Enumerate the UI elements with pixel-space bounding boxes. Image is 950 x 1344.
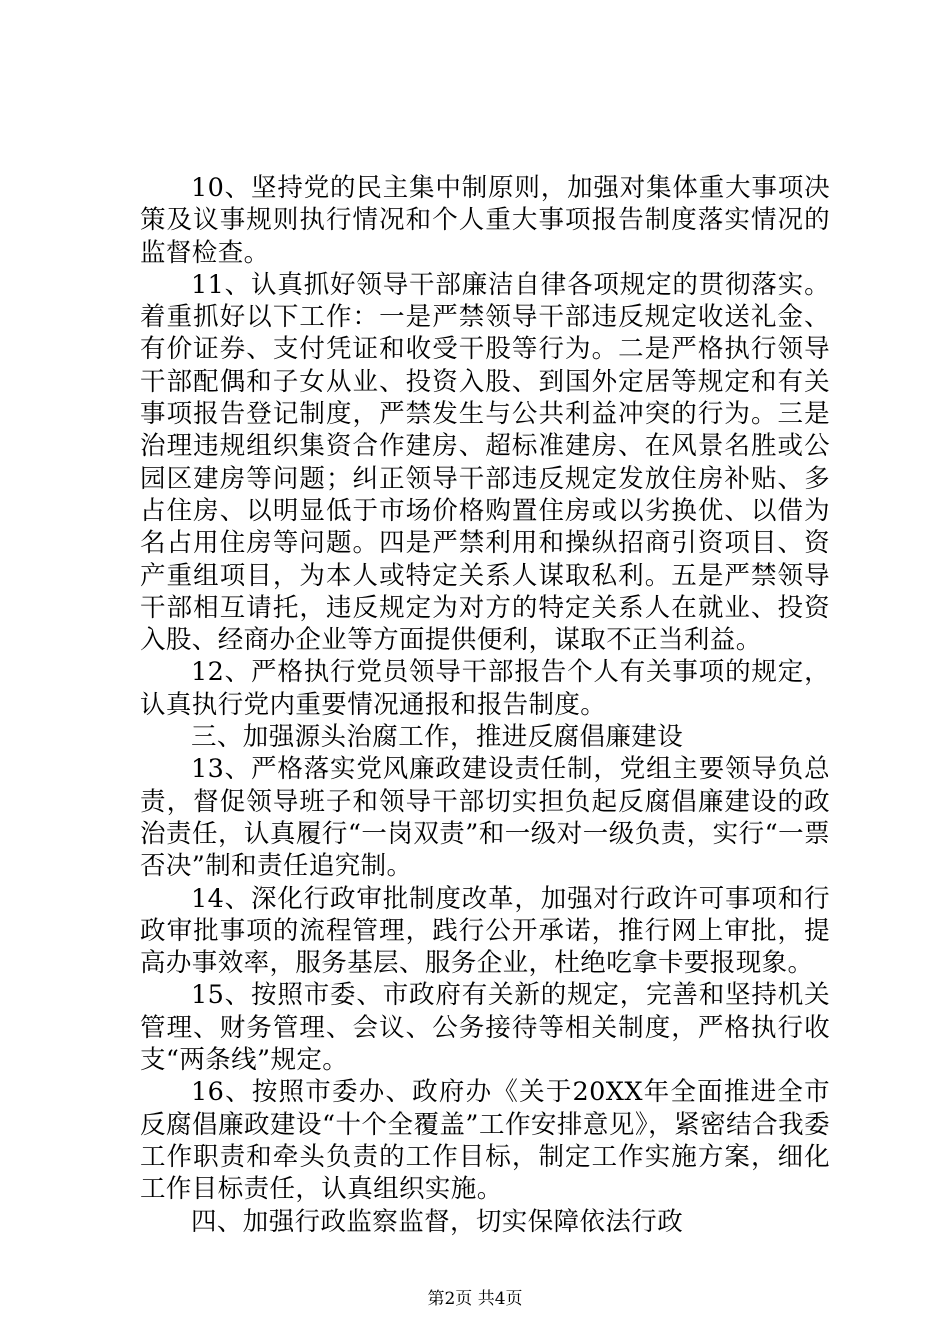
paragraph-13: 13、严格落实党风廉政建设责任制，党组主要领导负总责，督促领导班子和领导干部切实担负起反腐倡廉建设的政治责任，认真履行“一岗双责”和一级对一级负责，实行“一票否决”制和责任追究制。 <box>140 754 830 882</box>
section-heading-3: 三、加强源头治腐工作，推进反腐倡廉建设 <box>191 722 684 753</box>
paragraph-10: 10、坚持党的民主集中制原则，加强对集体重大事项决策及议事规则执行情况和个人重大事项报告制度落实情况的监督检查。 <box>140 173 830 268</box>
document-body <box>140 172 830 1238</box>
section-heading-4: 四、加强行政监察监督，切实保障依法行政 <box>191 1206 684 1237</box>
paragraph-15: 15、按照市委、市政府有关新的规定，完善和坚持机关管理、财务管理、会议、公务接待等相关制度，严格执行收支“两条线”规定。 <box>140 980 830 1076</box>
page-number-footer: 第2页 共4页 <box>427 1289 523 1309</box>
paragraph-11: 11、认真抓好领导干部廉洁自律各项规定的贯彻落实。着重抓好以下工作：一是严禁领导干部违反规定收送礼金、有价证券、支付凭证和收受干股等行为。二是严格执行领导干部配偶和子女从业、投资入股、到国外定居等规定和有关事项报告登记制度，严禁发生与公共利益冲突的行为。三是治理违规组织集资合作建房、超标准建房、在风景名胜或公园区建房等问题；纠正领导干部违反规定发放住房补贴、多占住房、以明显低于市场价格购置住房或以劣换优、以借为名占用住房等问题。四是严禁利用和操纵招商引资项目、资产重组项目，为本人或特定关系人谋取私利。五是严禁领导干部相互请托，违反规定为对方的特定关系人在就业、投资入股、经商办企业等方面提供便利，谋取不正当利益。 <box>140 269 830 656</box>
paragraph-16: 16、按照市委办、政府办《关于20XX年全面推进全市反腐倡廉政建设“十个全覆盖”工作安排意见》，紧密结合我委工作职责和牵头负责的工作目标，制定工作实施方案，细化工作目标责任，认真组织实施。 <box>140 1077 830 1205</box>
paragraph-14: 14、深化行政审批制度改革，加强对行政许可事项和行政审批事项的流程管理，践行公开承诺，推行网上审批，提高办事效率，服务基层、服务企业，杜绝吃拿卡要报现象。 <box>140 883 830 979</box>
paragraph-12: 12、严格执行党员领导干部报告个人有关事项的规定，认真执行党内重要情况通报和报告制度。 <box>140 657 830 720</box>
